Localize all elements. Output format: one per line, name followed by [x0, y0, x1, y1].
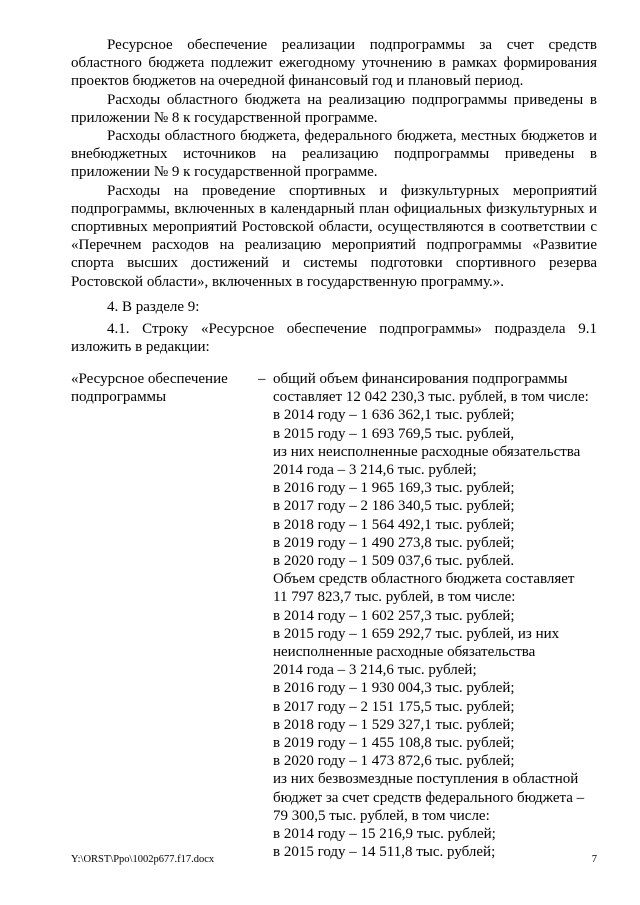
section-heading: 4. В разделе 9:	[107, 299, 200, 315]
table-line: в 2017 году – 2 186 340,5 тыс. рублей;	[273, 498, 515, 515]
paragraph: Расходы областного бюджета на реализацию подпрограммы приведены в приложении № 8 к государственной программе.	[71, 91, 597, 126]
table-line: неисполненные расходные обязательства	[273, 644, 536, 661]
table-line: бюджет за счет средств федерального бюджета –	[273, 789, 585, 806]
table-line: в 2018 году – 1 564 492,1 тыс. рублей;	[273, 516, 515, 533]
paragraph: Расходы на проведение спортивных и физкультурных мероприятий подпрограммы, включенных в календарный план официальных физкультурных и спортивных мероприятий Ростовской области, осуществляются в соответствии с «Перечнем расходов на реализацию мероприятий подпрограммы «Развитие спорта высших достижений и системы подготовки спортивного резерва Ростовской области», включенных в государственную программу.».	[71, 182, 597, 290]
table-line: в 2015 году – 1 693 769,5 тыс. рублей,	[273, 425, 515, 442]
table-line: из них безвозмездные поступления в областной	[273, 771, 579, 788]
table-line: 2014 года – 3 214,6 тыс. рублей;	[273, 462, 477, 479]
table-line: в 2015 году – 1 659 292,7 тыс. рублей, из них	[273, 625, 560, 642]
table-line: в 2014 году – 1 636 362,1 тыс. рублей;	[273, 407, 515, 424]
table-line: в 2020 году – 1 473 872,6 тыс. рублей;	[273, 753, 515, 770]
table-line: Объем средств областного бюджета составляет	[273, 571, 575, 588]
table-line: в 2016 году – 1 930 004,3 тыс. рублей;	[273, 680, 515, 697]
table-line: в 2016 году – 1 965 169,3 тыс. рублей;	[273, 480, 515, 497]
table-line: из них неисполненные расходные обязательства	[273, 443, 581, 460]
table-line: в 2014 году – 15 216,9 тыс. рублей;	[273, 826, 496, 843]
table-line: в 2020 году – 1 509 037,6 тыс. рублей.	[273, 553, 515, 570]
table-line: составляет 12 042 230,3 тыс. рублей, в том числе:	[273, 389, 589, 406]
page-number: 7	[591, 854, 597, 865]
file-path: Y:\ORST\Ppo\1002p677.f17.docx	[71, 854, 215, 865]
table-line: в 2019 году – 1 455 108,8 тыс. рублей;	[273, 735, 515, 752]
table-line: общий объем финансирования подпрограммы	[273, 371, 568, 387]
table-label: «Ресурсное обеспечение подпрограммы	[71, 371, 228, 406]
table-line: 11 797 823,7 тыс. рублей, в том числе:	[273, 589, 516, 606]
intro-text	[71, 36, 597, 291]
paragraph: Ресурсное обеспечение реализации подпрограммы за счет средств областного бюджета подлежит ежегодному уточнению в рамках формирования проектов бюджетов на очередной финансовый год и плановый период.	[71, 37, 597, 90]
table-body	[273, 370, 597, 861]
table-dash: –	[258, 371, 266, 387]
table-line: в 2015 году – 14 511,8 тыс. рублей;	[273, 844, 496, 861]
table-line: в 2018 году – 1 529 327,1 тыс. рублей;	[273, 716, 515, 733]
table-line: 79 300,5 тыс. рублей, в том числе:	[273, 807, 490, 824]
table-line: в 2019 году – 1 490 273,8 тыс. рублей;	[273, 534, 515, 551]
table-line: 2014 года – 3 214,6 тыс. рублей;	[273, 662, 477, 679]
table-line: в 2014 году – 1 602 257,3 тыс. рублей;	[273, 607, 515, 624]
paragraph: Расходы областного бюджета, федерального бюджета, местных бюджетов и внебюджетных источников на реализацию подпрограммы приведены в приложении № 9 к государственной программе.	[71, 128, 597, 181]
section-subheading: 4.1. Строку «Ресурсное обеспечение подпрограммы» подраздела 9.1 изложить в редакции:	[71, 321, 597, 356]
table-line: в 2017 году – 2 151 175,5 тыс. рублей;	[273, 698, 515, 715]
